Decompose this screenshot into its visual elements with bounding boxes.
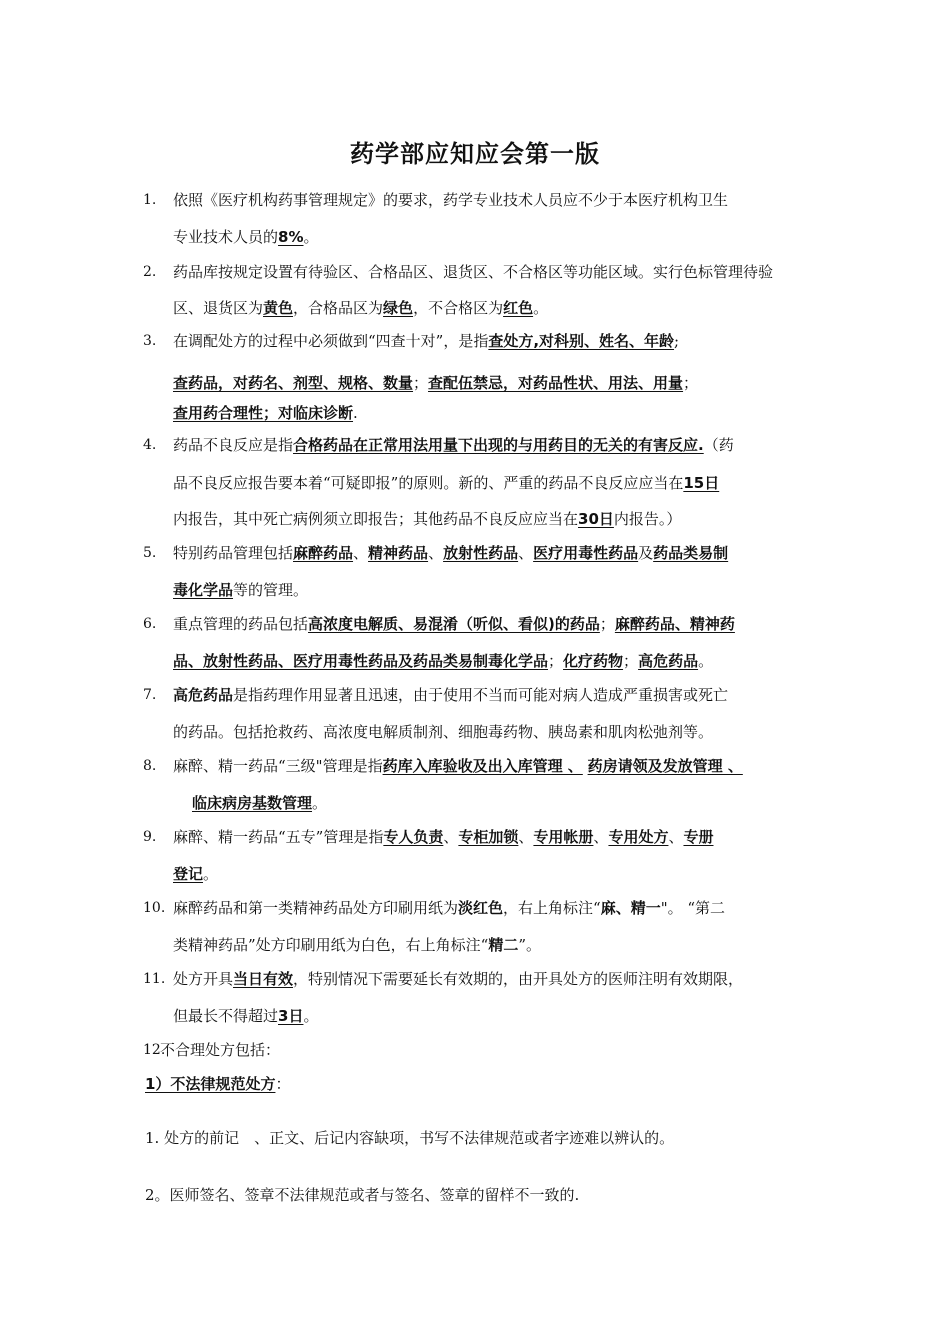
text-run: 专业技术人员的 (173, 228, 279, 246)
text-run: 。 (533, 299, 549, 317)
text-run: 是指药理作用显著且迅速，由于使用不当而可能对病人造成严重损害或死亡 (233, 686, 729, 704)
paragraph (145, 1185, 579, 1205)
text-run: 的药品。包括抢救药、高浓度电解质制剂、细胞毒药物、胰岛素和肌肉松弛剂等。 (173, 723, 714, 741)
emphasized-text: 8% (278, 228, 304, 246)
list-item-number: 12. (143, 1042, 166, 1058)
emphasized-text: 药品类易制 (653, 544, 729, 562)
emphasized-text: 查药品，对药名、剂型、规格、数量 (173, 374, 414, 392)
emphasized-text: 专人负责 (383, 828, 444, 846)
text-run: ： (275, 1075, 291, 1093)
emphasized-text: 红色 (503, 299, 534, 317)
emphasized-text: 品、放射性药品、医疗用毒性药品及药品类易制毒化学品 (173, 652, 549, 670)
text-run: . (353, 404, 358, 422)
text-run: 、 (593, 828, 609, 846)
text-run: ； (683, 374, 699, 392)
emphasized-text: 专用帐册 (533, 828, 594, 846)
emphasized-text: 麻、精一 (600, 899, 661, 917)
emphasized-text: 精二 (488, 936, 519, 954)
emphasized-text: 临床病房基数管理 (192, 794, 313, 812)
list-item-line (192, 793, 327, 813)
text-run: 。 (303, 228, 319, 246)
list-item-line (173, 685, 728, 705)
text-run: 。 (203, 865, 219, 883)
emphasized-text: 专用处方 (608, 828, 669, 846)
text-run: 等的管理。 (233, 581, 309, 599)
text-run: 类精神药品”处方印刷用纸为白色，右上角标注“ (173, 936, 489, 954)
list-item-line (173, 509, 681, 529)
list-item-line (160, 1040, 280, 1060)
text-run: 、 (428, 544, 444, 562)
emphasized-text: 1）不法律规范处方 (145, 1075, 276, 1093)
list-item-line (173, 403, 358, 423)
text-run: 特别药品管理包括 (173, 544, 294, 562)
emphasized-text: 查配伍禁忌，对药品性状、用法、用量 (428, 374, 684, 392)
text-run: （药 (703, 436, 734, 454)
text-run: 内报告。） (613, 510, 682, 528)
text-run: 药品不良反应是指 (173, 436, 294, 454)
emphasized-text: 黄色 (263, 299, 294, 317)
list-item-line (173, 614, 735, 634)
list-item-line (173, 935, 541, 955)
list-item-number: 1. (143, 192, 157, 208)
text-run: 重点管理的药品包括 (173, 615, 309, 633)
list-item-line (173, 969, 743, 989)
text-run: 、 (668, 828, 684, 846)
list-item-number: 4. (143, 437, 157, 453)
list-item-line (173, 580, 308, 600)
list-item-line (173, 262, 773, 282)
emphasized-text: 绿色 (383, 299, 414, 317)
emphasized-text: 药房请领及发放管理 、 (587, 757, 743, 775)
list-item-line (173, 864, 218, 884)
text-run: 在调配处方的过程中必须做到“四查十对”，是指 (173, 332, 489, 350)
emphasized-text: 麻醉药品、精神药 (614, 615, 735, 633)
list-item-number: 5. (143, 545, 157, 561)
emphasized-text: 查处方,对科别、姓名、年龄 (488, 332, 675, 350)
paragraph (145, 1128, 674, 1148)
text-run: 及 (638, 544, 654, 562)
text-run: 。 (698, 652, 714, 670)
emphasized-text: 合格药品在正常用法用量下出现的与用药目的无关的有害反应. (293, 436, 704, 454)
emphasized-text: 淡红色 (458, 899, 504, 917)
emphasized-text: 专册 (683, 828, 714, 846)
text-run: ； (413, 374, 429, 392)
list-item-line (173, 651, 713, 671)
text-run: 不合理处方包括： (160, 1041, 281, 1059)
text-run: "。 “第二 (660, 899, 726, 917)
emphasized-text: 放射性药品 (443, 544, 519, 562)
list-item-line (173, 435, 734, 455)
list-item-line (173, 190, 728, 210)
emphasized-text: 高危药品 (173, 686, 234, 704)
emphasized-text: 查用药合理性；对临床诊断 (173, 404, 354, 422)
list-item-line (173, 298, 548, 318)
list-item-number: 3. (143, 333, 157, 349)
list-item-number: 8. (143, 758, 157, 774)
page-title: 药学部应知应会第一版 (350, 140, 600, 168)
list-item-line (173, 827, 713, 847)
text-run: ，特别情况下需要延长有效期的，由开具处方的医师注明有效期限， (293, 970, 744, 988)
text-run: 、 (443, 828, 459, 846)
emphasized-text: 登记 (173, 865, 204, 883)
list-item-number: 2. (143, 264, 157, 280)
emphasized-text: 30日 (578, 510, 614, 528)
list-item-line (173, 473, 719, 493)
text-run: 依照《医疗机构药事管理规定》的要求，药学专业技术人员应不少于本医疗机构卫生 (173, 191, 729, 209)
list-item-line (173, 722, 713, 742)
emphasized-text: 专柜加锁 (458, 828, 519, 846)
text-run: ； (623, 652, 639, 670)
text-run: ； (548, 652, 564, 670)
text-run: 麻醉、精一药品“三级"管理是指 (173, 757, 383, 775)
emphasized-text: 精神药品 (368, 544, 429, 562)
text-run: ”。 (518, 936, 542, 954)
emphasized-text: 15日 (683, 474, 720, 492)
list-item-number: 11. (143, 971, 166, 987)
list-item-line (173, 373, 698, 393)
list-item-line (173, 227, 319, 247)
section-subheading (145, 1074, 290, 1094)
list-item-line (173, 1006, 318, 1026)
text-run: 2。医师签名、签章不法律规范或者与签名、签章的留样不一致的. (145, 1186, 580, 1204)
text-run: 。 (303, 1007, 319, 1025)
text-run: 药品库按规定设置有待验区、合格品区、退货区、不合格区等功能区域。实行色标管理待验 (173, 263, 774, 281)
list-item-number: 7. (143, 687, 157, 703)
emphasized-text: 3日 (278, 1007, 304, 1025)
text-run: 1. 处方的前记 、正文、后记内容缺项，书写不法律规范或者字迹难以辨认的。 (145, 1129, 675, 1147)
list-item-line (173, 756, 743, 776)
emphasized-text: 高危药品 (638, 652, 699, 670)
emphasized-text: 化疗药物 (563, 652, 624, 670)
list-item-line (173, 543, 728, 563)
text-run: ，不合格区为 (413, 299, 504, 317)
emphasized-text: 当日有效 (233, 970, 294, 988)
list-item-number: 9. (143, 829, 157, 845)
text-run: 麻醉、精一药品“五专”管理是指 (173, 828, 384, 846)
list-item-number: 10. (143, 900, 166, 916)
text-run: ; (674, 332, 680, 350)
text-run: 但最长不得超过 (173, 1007, 279, 1025)
list-item-line (173, 898, 725, 918)
emphasized-text: 高浓度电解质、易混淆（听似、看似)的药品 (308, 615, 600, 633)
list-item-number: 6. (143, 616, 157, 632)
emphasized-text: 药库入库验收及出入库管理 、 (382, 757, 583, 775)
text-run: 处方开具 (173, 970, 234, 988)
text-run: 、 (518, 828, 534, 846)
text-run: 内报告，其中死亡病例须立即报告；其他药品不良反应应当在 (173, 510, 579, 528)
text-run: 麻醉药品和第一类精神药品处方印刷用纸为 (173, 899, 459, 917)
text-run: 、 (353, 544, 369, 562)
emphasized-text: 毒化学品 (173, 581, 234, 599)
text-run: ； (599, 615, 615, 633)
text-run: ，合格品区为 (293, 299, 384, 317)
text-run: 。 (312, 794, 328, 812)
list-item-line (173, 331, 679, 351)
text-run: 、 (518, 544, 534, 562)
text-run: 区、退货区为 (173, 299, 264, 317)
text-run: ，右上角标注“ (503, 899, 601, 917)
emphasized-text: 医疗用毒性药品 (533, 544, 639, 562)
emphasized-text: 麻醉药品 (293, 544, 354, 562)
text-run: 品不良反应报告要本着“可疑即报”的原则。新的、严重的药品不良反应应当在 (173, 474, 684, 492)
